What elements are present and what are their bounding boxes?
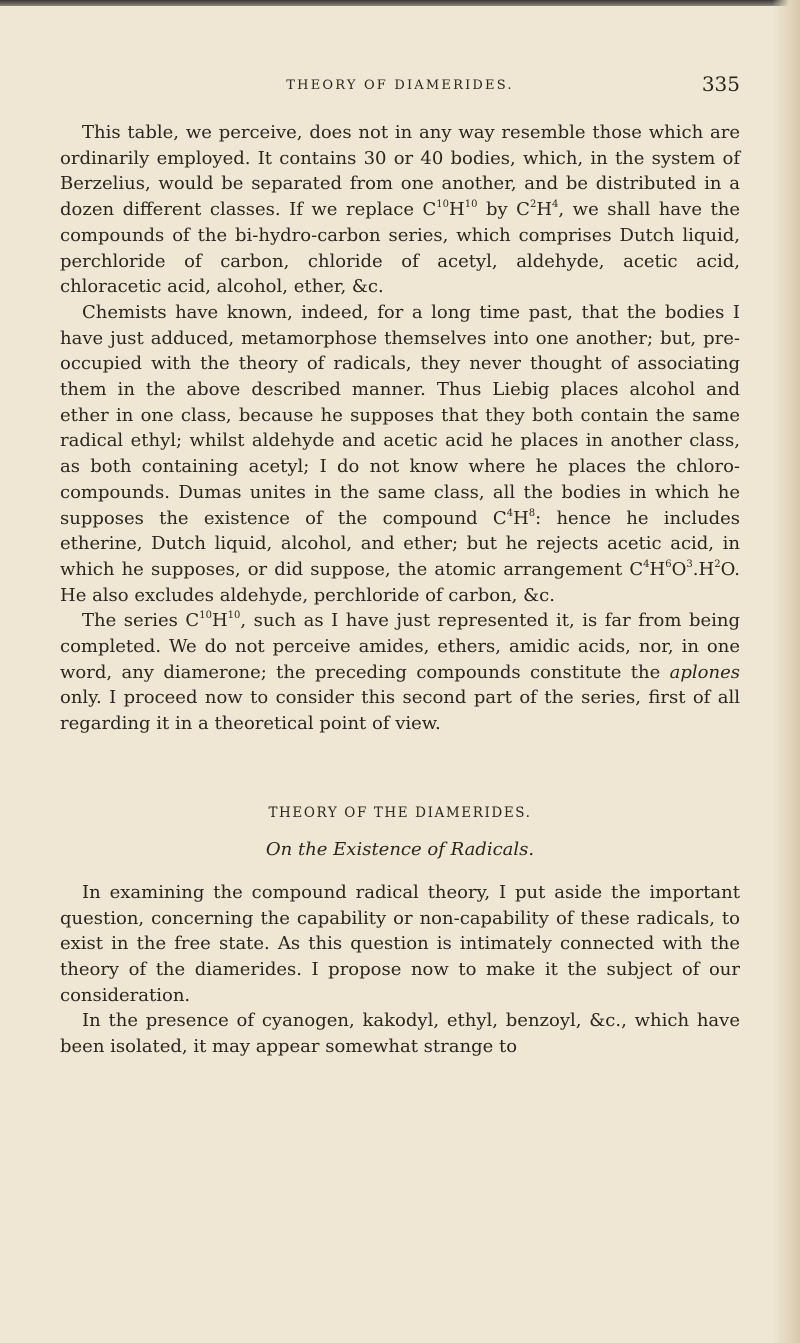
- italic-term: aplones: [669, 661, 740, 683]
- paragraph: [60, 608, 740, 737]
- text-run: only. I proceed now to consider this second part of the series, first of all regarding it in a theoretical point of view.: [60, 687, 740, 735]
- superscript: 4: [643, 558, 650, 570]
- paragraph: [60, 120, 740, 300]
- body-text: [60, 120, 740, 737]
- paragraph: [60, 880, 740, 1009]
- text-run: H: [536, 199, 553, 221]
- superscript: 4: [552, 199, 559, 211]
- text-run: .H: [692, 558, 715, 580]
- text-run: In the presence of cyanogen, kakodyl, ethyl, benzoyl, &c., which have been isolated, it may appear somewhat strange to: [60, 1010, 740, 1058]
- page-right-edge-shadow: [772, 0, 800, 1343]
- paragraph: [60, 300, 740, 608]
- text-run: H: [211, 610, 228, 632]
- text-run: : hence he includes etherine, Dutch liquid, alcohol, and ether; but he rejects acetic acid, in which he supposes, or did suppose, the atomic arrangement C: [60, 507, 740, 580]
- text-run: , such as I have just represented it, is far from being completed. We do not perceive amides, ethers, amidic acids, nor, in one word, any diamerone; the preceding compounds constitute the: [60, 610, 740, 683]
- superscript: 2: [529, 199, 537, 211]
- text-run: by C: [477, 199, 530, 221]
- page-number: 335: [701, 72, 740, 96]
- section-body-text: [60, 880, 740, 1060]
- superscript: 4: [506, 507, 514, 519]
- text-run: H: [513, 507, 529, 529]
- running-title: THEORY OF DIAMERIDES.: [286, 78, 514, 93]
- superscript: 8: [528, 507, 536, 519]
- text-run: O. He also excludes aldehyde, perchloride of carbon, &c.: [60, 558, 740, 606]
- superscript: 10: [464, 199, 478, 211]
- superscript: 3: [686, 558, 693, 570]
- superscript: 10: [436, 199, 450, 211]
- text-run: The series C: [82, 610, 200, 632]
- text-run: H: [449, 199, 465, 221]
- superscript: 6: [665, 558, 672, 570]
- superscript: 10: [227, 610, 241, 622]
- book-page: [60, 72, 740, 1060]
- text-run: H: [649, 558, 666, 580]
- paragraph: [60, 1008, 740, 1059]
- text-run: In examining the compound radical theory, I put aside the important question, concerning the capability or non-capability of these radicals, to exist in the free state. As this question is intimately connected with the theory of the diamerides. I propose now to make it the subject of our consideration.: [60, 881, 740, 1006]
- superscript: 2: [714, 558, 721, 570]
- text-run: Chemists have known, indeed, for a long time past, that the bodies I have just adduced, metamorphose themselves into one another; but, pre-occupied with the theory of radicals, they never thought of associating them in the above described manner. Thus Liebig places alcohol and ether in one class, because he supposes that they both contain the same radical ethyl; whilst aldehyde and acetic acid he places in another class, as both containing acetyl; I do not know where he places the chloro-compounds. Dumas unites in the same class, all the bodies in which he supposes the existence of the compound C: [60, 301, 740, 529]
- page-top-edge: [0, 0, 800, 6]
- text-run: , we shall have the compounds of the bi-hydro-carbon series, which comprises Dutch liquid, perchloride of carbon, chloride of acetyl, aldehyde, acetic acid, chloracetic acid, alcohol, ether, &c.: [60, 199, 740, 298]
- running-head: [60, 72, 740, 106]
- section-heading: THEORY OF THE DIAMERIDES.: [268, 804, 532, 821]
- text-run: This table, we perceive, does not in any way resemble those which are ordinarily employed. It contains 30 or 40 bodies, which, in the system of Berzelius, would be separated from one another, and be distributed in a dozen different classes. If we replace C: [60, 122, 740, 221]
- text-run: O: [671, 558, 687, 580]
- section-subheading: On the Existence of Radicals.: [265, 838, 535, 860]
- superscript: 10: [199, 610, 212, 622]
